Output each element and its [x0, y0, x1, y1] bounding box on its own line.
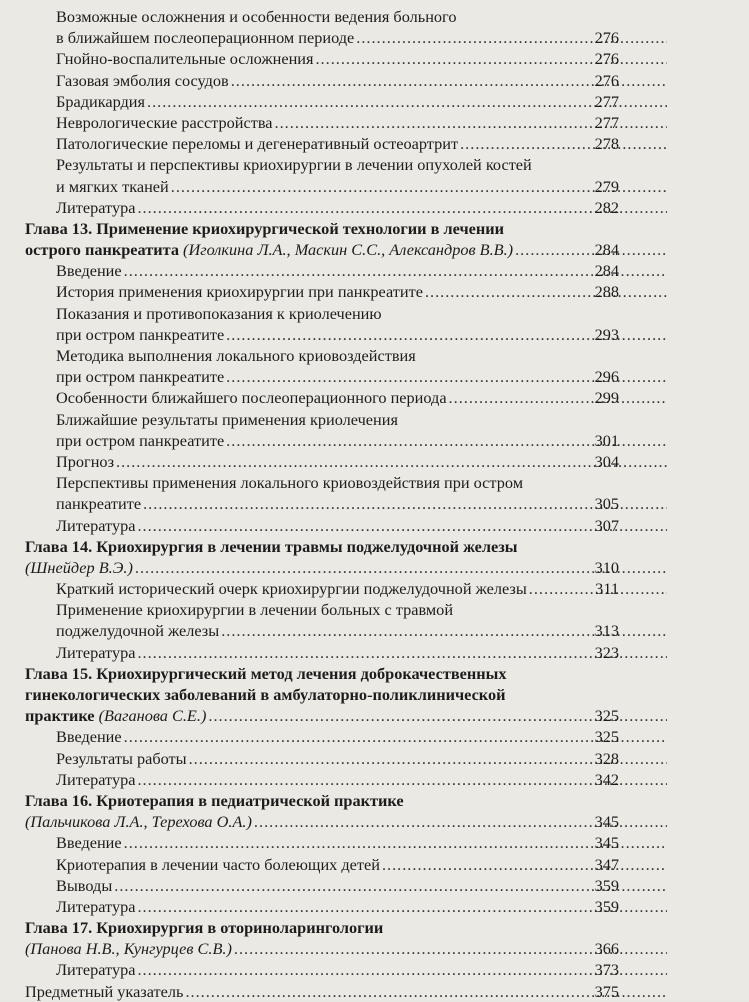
page-number: 279	[594, 176, 619, 196]
entry-text: Литература	[56, 960, 136, 980]
entry-text: при остром панкреатите	[56, 367, 225, 387]
toc-entry-line	[56, 642, 669, 663]
page-number: 359	[594, 875, 619, 895]
toc-entry-line	[56, 769, 669, 790]
entry-text: поджелудочной железы	[56, 621, 220, 641]
leader-dots	[116, 451, 667, 472]
toc-entry-line	[56, 112, 669, 133]
entry-text: Брадикардия	[56, 91, 146, 111]
entry-text: и мягких тканей	[56, 176, 169, 196]
chapter-title-line	[25, 917, 749, 938]
page-number: 278	[594, 134, 619, 154]
page-number: 284	[594, 261, 619, 281]
leader-dots	[515, 239, 667, 260]
leader-dots	[356, 27, 667, 48]
toc-entry-line	[56, 472, 749, 493]
toc-entry-line	[56, 896, 669, 917]
entry-text: Гнойно-воспалительные осложнения	[56, 49, 314, 69]
chapter-title-line	[25, 536, 749, 557]
page-number: 284	[594, 240, 619, 260]
toc-entry-line	[56, 578, 669, 599]
entry-text: в ближайшем послеоперационном периоде	[56, 28, 355, 48]
entry-text: Особенности ближайшего послеоперационного периода	[56, 388, 447, 408]
entry-text: Литература	[56, 197, 136, 217]
page-number: 310	[594, 557, 619, 577]
leader-dots	[137, 959, 667, 980]
entry-text: Перспективы применения локального криовоздействия при остром	[56, 473, 523, 493]
entry-text: Литература	[56, 515, 136, 535]
toc-entry-line	[56, 599, 749, 620]
leader-dots	[425, 281, 667, 302]
page-number: 359	[594, 896, 619, 916]
leader-dots	[124, 260, 667, 281]
page-number: 366	[594, 939, 619, 959]
toc-entry-line	[56, 409, 749, 430]
leader-dots	[114, 875, 667, 896]
toc-entry-line	[56, 6, 749, 27]
leader-dots	[137, 515, 667, 536]
entry-text: Литература	[56, 896, 136, 916]
page-number: 325	[594, 706, 619, 726]
entry-text: Показания и противопоказания к криолечению	[56, 303, 382, 323]
chapter-title: гинекологических заболеваний в амбулаторно-поликлинической	[25, 685, 506, 704]
entry-text: Выводы	[56, 875, 113, 895]
entry-text: Методика выполнения локального криовоздействия	[56, 346, 416, 365]
entry-text: Прогноз	[56, 451, 115, 471]
leader-dots	[449, 387, 667, 408]
toc-entry-line	[56, 303, 749, 324]
entry-text: Результаты работы	[56, 748, 187, 768]
page-number: 345	[594, 833, 619, 853]
page-number: 299	[594, 388, 619, 408]
entry-text: Введение	[56, 727, 122, 747]
toc-entry-line	[56, 176, 669, 197]
entry-text: при остром панкреатите	[56, 430, 225, 450]
chapter-title-line	[25, 663, 749, 684]
toc-entry-line	[56, 281, 669, 302]
chapter-authors: (Иголкина Л.А., Маскин С.С., Александров В.В.)	[178, 240, 514, 260]
entry-text: Газовая эмболия сосудов	[56, 70, 229, 90]
leader-dots	[382, 854, 667, 875]
page-number: 375	[594, 981, 619, 1001]
entry-text: при остром панкреатите	[56, 324, 225, 344]
leader-dots	[171, 176, 667, 197]
entry-text: История применения криохирургии при панкреатите	[56, 282, 423, 302]
toc-entry-line	[56, 748, 669, 769]
page-number: 288	[594, 282, 619, 302]
page-number: 373	[594, 960, 619, 980]
chapter-authors: (Ваганова С.Е.)	[94, 706, 207, 726]
toc-entry-line	[56, 387, 669, 408]
toc-entry-line	[56, 48, 669, 69]
chapter-authors-line	[25, 811, 669, 832]
toc-entry-line	[56, 620, 669, 641]
leader-dots	[135, 557, 667, 578]
page-number: 345	[594, 812, 619, 832]
entry-text: Криотерапия в лечении часто болеющих детей	[56, 854, 380, 874]
leader-dots	[137, 769, 667, 790]
chapter-title: Глава 15. Криохирургический метод лечения доброкачественных	[25, 663, 507, 683]
chapter-title: острого панкреатита (Иголкина Л.А., Маскин С.С., Александров В.В.)	[25, 240, 514, 260]
chapter-title: Глава 13. Применение криохирургической технологии в лечении	[25, 218, 504, 238]
leader-dots	[137, 197, 667, 218]
chapter-title: Глава 16. Криотерапия в педиатрической практике	[25, 790, 404, 810]
toc-entry-line	[56, 27, 669, 48]
chapter-title-line	[25, 218, 749, 239]
page-number: 282	[594, 197, 619, 217]
page-number: 301	[594, 430, 619, 450]
page-number: 276	[594, 49, 619, 69]
page-number: 347	[594, 854, 619, 874]
page-number: 323	[594, 642, 619, 662]
toc-entry-line	[56, 154, 749, 175]
page-number: 313	[594, 621, 619, 641]
toc-entry-line	[56, 197, 669, 218]
leader-dots	[147, 91, 667, 112]
toc-entry-line	[56, 70, 669, 91]
leader-dots	[124, 832, 667, 853]
chapter-authors: (Пальчикова Л.А., Терехова О.А.)	[25, 812, 252, 832]
chapter-authors: (Шнейдер В.Э.)	[25, 557, 133, 577]
entry-text: Результаты и перспективы криохирургии в лечении опухолей костей	[56, 155, 532, 175]
entry-text: Ближайшие результаты применения криолечения	[56, 409, 398, 429]
subject-index-label: Предметный указатель	[25, 981, 184, 1001]
page-number: 325	[594, 727, 619, 747]
chapter-title: Глава 14. Криохирургия в лечении травмы поджелудочной железы	[25, 536, 518, 556]
chapter-title: Глава 17. Криохирургия в оториноларингологии	[25, 918, 384, 938]
chapter-title: практике (Ваганова С.Е.)	[25, 706, 207, 726]
entry-text: Возможные осложнения и особенности ведения больного	[56, 7, 457, 26]
page-number: 296	[594, 367, 619, 387]
page-number: 276	[594, 28, 619, 48]
page-number: 293	[594, 324, 619, 344]
toc-entry-line	[56, 875, 669, 896]
toc-entry-line	[56, 451, 669, 472]
entry-text: Литература	[56, 642, 136, 662]
page-number: 276	[594, 70, 619, 90]
toc-entry-line	[56, 430, 669, 451]
subject-index-line	[25, 981, 669, 1002]
leader-dots	[137, 642, 667, 663]
leader-dots	[460, 133, 667, 154]
page-number: 304	[594, 451, 619, 471]
chapter-authors-wrap	[25, 938, 232, 959]
page-number: 307	[594, 515, 619, 535]
toc-entry-line	[56, 854, 669, 875]
chapter-title-line	[25, 790, 749, 811]
page-number: 305	[594, 494, 619, 514]
toc-entry-line	[56, 515, 669, 536]
chapter-title-line	[25, 705, 669, 726]
chapter-authors: (Панова Н.В., Кунгурцев С.В.)	[25, 939, 232, 959]
entry-text: Литература	[56, 769, 136, 789]
chapter-authors-wrap	[25, 811, 252, 832]
toc-entry-line	[56, 91, 669, 112]
entry-text: Введение	[56, 261, 122, 281]
chapter-authors-line	[25, 557, 669, 578]
entry-text: Патологические переломы и дегенеративный остеоартрит	[56, 134, 459, 154]
entry-text: Применение криохирургии в лечении больных с травмой	[56, 600, 454, 620]
toc-entry-line	[56, 260, 669, 281]
table-of-contents	[0, 6, 749, 1002]
leader-dots	[143, 493, 667, 514]
toc-entry-line	[56, 493, 669, 514]
entry-text: Неврологические расстройства	[56, 112, 273, 132]
toc-entry-line	[56, 324, 669, 345]
toc-entry-line	[56, 345, 749, 366]
page-number: 342	[594, 769, 619, 789]
entry-text: панкреатите	[56, 494, 142, 514]
chapter-authors-line	[25, 938, 669, 959]
toc-entry-line	[56, 133, 669, 154]
toc-entry-line	[56, 366, 669, 387]
entry-text: Введение	[56, 833, 122, 853]
page-number: 277	[594, 91, 619, 111]
page-number: 328	[594, 748, 619, 768]
chapter-title-line	[25, 684, 749, 705]
chapter-authors-wrap	[25, 557, 133, 578]
toc-entry-line	[56, 726, 669, 747]
chapter-title-line	[25, 239, 669, 260]
leader-dots	[124, 726, 667, 747]
toc-entry-line	[56, 959, 669, 980]
leader-dots	[137, 896, 667, 917]
page-number: 311	[595, 579, 619, 599]
toc-entry-line	[56, 832, 669, 853]
entry-text: Краткий исторический очерк криохирургии поджелудочной железы	[56, 579, 527, 599]
page-number: 277	[594, 112, 619, 132]
